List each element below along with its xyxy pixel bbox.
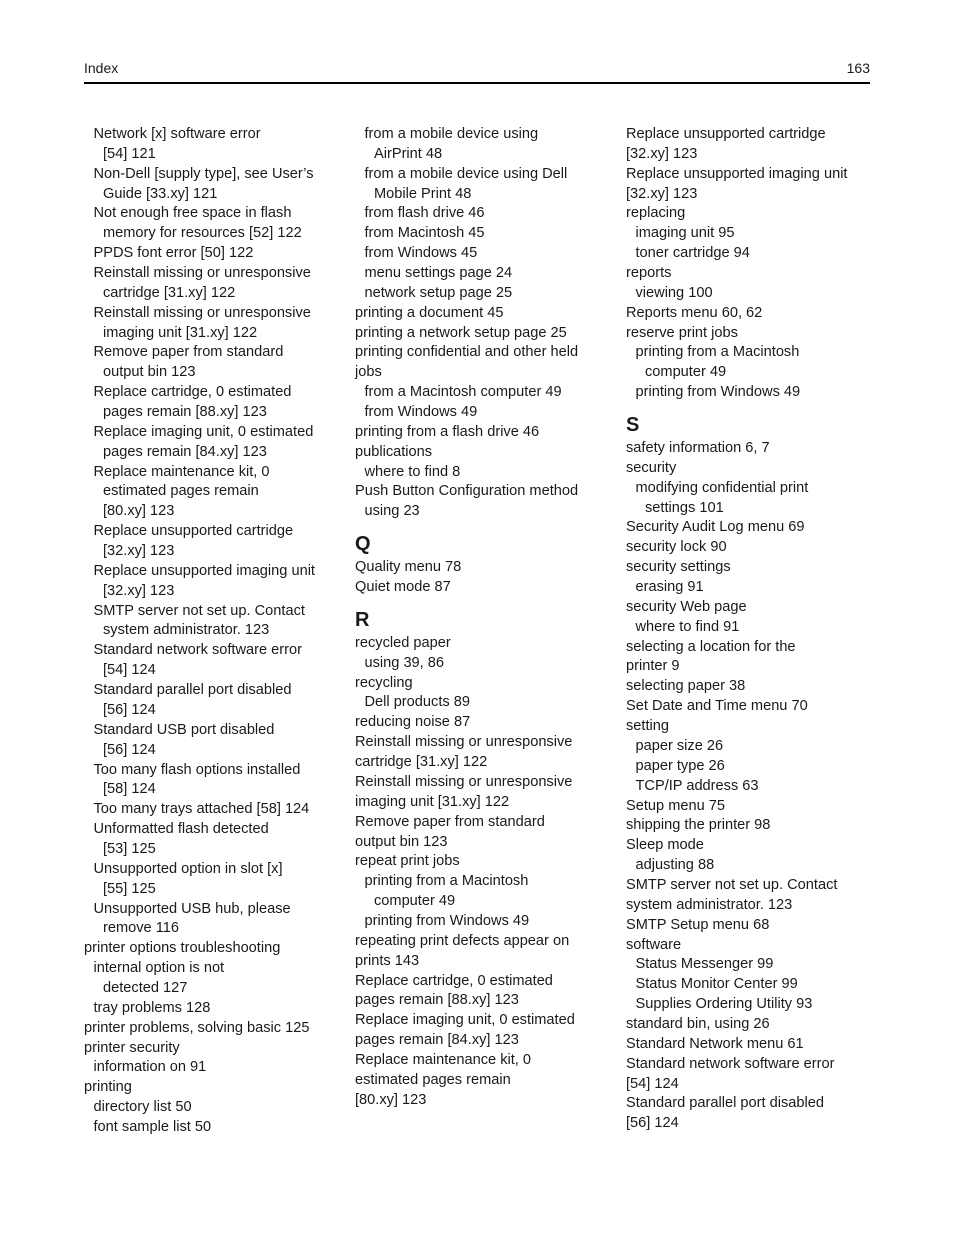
index-entry: pages remain [84.xy] 123 [355,1032,519,1049]
index-subentry: internal option is not [93,960,225,977]
index-entry: selecting paper 38 [626,678,746,695]
index-entry: reducing noise 87 [355,714,471,731]
index-entry: Replace unsupported imaging unit [626,165,848,182]
index-entry: printing confidential and other held [355,344,579,361]
index-subentry: cartridge [31.xy] 122 [103,284,236,301]
index-subentry: imaging unit [31.xy] 122 [103,324,258,341]
index-subentry: Network [x] software error [93,126,261,142]
index-entry: pages remain [88.xy] 123 [355,992,519,1009]
index-subentry: paper type 26 [635,757,725,774]
index-entry: replacing [626,205,686,222]
index-subentry: where to find 8 [364,463,461,480]
index-entry: Security Audit Log menu 69 [626,519,805,536]
index-subentry: detected 127 [103,979,188,996]
index-subentry: from a mobile device using [364,126,539,142]
index-subentry: estimated pages remain [103,483,259,500]
index-entry: imaging unit [31.xy] 122 [355,793,510,810]
index-entry: security Web page [626,598,747,615]
index-subentry: imaging unit 95 [635,225,735,242]
index-subentry: Standard parallel port disabled [93,682,292,699]
index-entry: printer 9 [626,658,680,675]
index-entry: Reports menu 60, 62 [626,304,763,321]
index-entry: Standard network software error [626,1055,835,1072]
index-entry: system administrator. 123 [626,896,793,913]
index-entry: Replace cartridge, 0 estimated [355,972,553,989]
index-subentry: [56] 124 [103,741,156,758]
index-entry: [54] 124 [626,1075,679,1092]
index-subentry: AirPrint 48 [374,145,443,162]
index-subentry: Reinstall missing or unresponsive [93,265,311,282]
index-subentry: from flash drive 46 [364,205,485,222]
index-entry: Replace unsupported cartridge [626,126,826,142]
index-subentry: from Windows 45 [364,245,478,262]
index-entry: Quality menu 78 [355,559,462,576]
index-entry: [32.xy] 123 [626,145,698,162]
index-entry: setting [626,718,669,735]
index-entry: recycling [355,674,413,691]
index-subentry: system administrator. 123 [103,622,270,639]
index-subentry: [58] 124 [103,781,156,798]
index-subentry: Mobile Print 48 [374,185,472,202]
index-subentry: Status Messenger 99 [635,956,774,973]
index-subentry: using 39, 86 [364,654,445,671]
index-column-1 [84,125,334,1138]
index-entry: reports [626,265,672,282]
index-subentry: font sample list 50 [93,1118,212,1135]
index-entry: reserve print jobs [626,324,738,341]
index-entry: printing a network setup page 25 [355,324,567,341]
index-subentry: printing from a Macintosh [364,873,529,890]
index-subentry: printing from Windows 49 [635,384,801,401]
index-subentry: from a mobile device using Dell [364,165,568,182]
index-subentry: [53] 125 [103,840,156,857]
index-entry: printer security [84,1039,180,1056]
index-subentry: Guide [33.xy] 121 [103,185,218,202]
index-subentry: Replace unsupported cartridge [93,523,294,540]
index-entry: security lock 90 [626,539,727,556]
index-entry: cartridge [31.xy] 122 [355,754,488,771]
index-subentry: Dell products 89 [364,694,470,711]
index-subentry: network setup page 25 [364,284,513,301]
index-subentry: Replace unsupported imaging unit [93,562,315,579]
index-entry: SMTP server not set up. Contact [626,876,838,893]
index-entry: printer problems, solving basic 125 [84,1019,310,1036]
index-subentry: from Windows 49 [364,404,478,421]
index-subentry: using 23 [364,503,420,520]
index-subentry: computer 49 [645,364,727,381]
index-subentry: viewing 100 [635,284,713,301]
index-subentry: Replace maintenance kit, 0 [93,463,270,480]
index-subentry: Remove paper from standard [93,344,284,361]
index-entry: jobs [355,364,382,381]
index-entry: Standard Network menu 61 [626,1035,804,1052]
index-subentry: printing from a Macintosh [635,344,800,361]
index-subentry: pages remain [84.xy] 123 [103,443,267,460]
index-entry: estimated pages remain [355,1071,511,1088]
index-entry: repeat print jobs [355,853,460,870]
index-subentry: where to find 91 [635,618,740,635]
index-subentry: [56] 124 [103,701,156,718]
index-entry: printing from a flash drive 46 [355,423,540,440]
index-entry: Sleep mode [626,837,704,854]
index-entry: Replace maintenance kit, 0 [355,1051,532,1068]
index-subentry: settings 101 [645,499,724,516]
index-entry: Setup menu 75 [626,797,725,814]
index-entry: output bin 123 [355,833,448,850]
index-subentry: [80.xy] 123 [103,503,175,520]
index-entry: security [626,459,677,476]
index-column-2 [355,125,605,1111]
index-entry: recycled paper [355,634,451,651]
index-letter-heading: S [626,414,640,437]
index-subentry: [55] 125 [103,880,156,897]
index-column-3 [626,125,876,1134]
index-subentry: menu settings page 24 [364,265,513,282]
section-title: Index [84,60,119,76]
index-subentry: Reinstall missing or unresponsive [93,304,311,321]
index-entry: printing a document 45 [355,304,504,321]
index-subentry: [32.xy] 123 [103,582,175,599]
index-subentry: PPDS font error [50] 122 [93,245,254,262]
index-entry: Push Button Configuration method [355,483,579,500]
index-entry: [56] 124 [626,1115,679,1132]
index-entry: Replace imaging unit, 0 estimated [355,1012,575,1029]
index-subentry: Not enough free space in flash [93,205,292,222]
index-subentry: Replace cartridge, 0 estimated [93,384,292,401]
index-entry: software [626,936,682,953]
index-subentry: adjusting 88 [635,857,715,874]
index-entry: security settings [626,559,731,576]
index-entry: printing [84,1079,132,1096]
index-subentry: Too many flash options installed [93,761,301,778]
index-entry: publications [355,443,433,460]
index-subentry: [32.xy] 123 [103,543,175,560]
index-subentry: printing from Windows 49 [364,912,530,929]
index-entry: Reinstall missing or unresponsive [355,734,573,751]
index-entry: Quiet mode 87 [355,579,451,596]
index-entry: repeating print defects appear on [355,932,570,949]
index-subentry: Unsupported option in slot [x] [93,860,283,877]
index-subentry: Too many trays attached [58] 124 [93,801,310,818]
index-entry: [32.xy] 123 [626,185,698,202]
index-entry: Reinstall missing or unresponsive [355,773,573,790]
index-subentry: TCP/IP address 63 [635,777,759,794]
index-entry: safety information 6, 7 [626,440,770,457]
index-subentry: pages remain [88.xy] 123 [103,404,267,421]
index-entry: SMTP Setup menu 68 [626,916,770,933]
index-subentry: erasing 91 [635,579,704,596]
index-subentry: modifying confidential print [635,479,809,496]
index-subentry: information on 91 [93,1059,207,1076]
index-entry: Set Date and Time menu 70 [626,698,808,715]
index-subentry: Standard network software error [93,642,302,659]
index-subentry: Replace imaging unit, 0 estimated [93,423,314,440]
index-subentry: toner cartridge 94 [635,245,750,262]
index-entry: [80.xy] 123 [355,1091,427,1108]
index-subentry: Standard USB port disabled [93,721,275,738]
index-subentry: [54] 124 [103,662,156,679]
index-entry: Remove paper from standard [355,813,545,830]
index-letter-heading: R [355,608,370,631]
index-subentry: computer 49 [374,893,456,910]
index-subentry: output bin 123 [103,364,196,381]
index-subentry: directory list 50 [93,1099,192,1116]
index-entry: prints 143 [355,952,420,969]
index-subentry: SMTP server not set up. Contact [93,602,305,619]
page-header [84,60,870,84]
index-subentry: remove 116 [103,920,179,937]
index-subentry: from a Macintosh computer 49 [364,384,562,401]
index-entry: selecting a location for the [626,638,796,655]
index-subentry: from Macintosh 45 [364,225,485,242]
index-subentry: Unformatted flash detected [93,821,269,838]
index-entry: shipping the printer 98 [626,817,771,834]
index-subentry: Status Monitor Center 99 [635,976,798,993]
index-subentry: memory for resources [52] 122 [103,225,302,242]
index-entry: standard bin, using 26 [626,1015,770,1032]
index-subentry: tray problems 128 [93,999,211,1016]
index-subentry: Non-Dell [supply type], see User’s [93,165,314,182]
index-letter-heading: Q [355,533,371,556]
index-subentry: Unsupported USB hub, please [93,900,291,917]
index-entry: printer options troubleshooting [84,940,281,957]
index-subentry: paper size 26 [635,737,724,754]
index-subentry: Supplies Ordering Utility 93 [635,996,813,1013]
page-number: 163 [846,60,870,76]
index-entry: Standard parallel port disabled [626,1095,824,1112]
index-subentry: [54] 121 [103,145,156,162]
